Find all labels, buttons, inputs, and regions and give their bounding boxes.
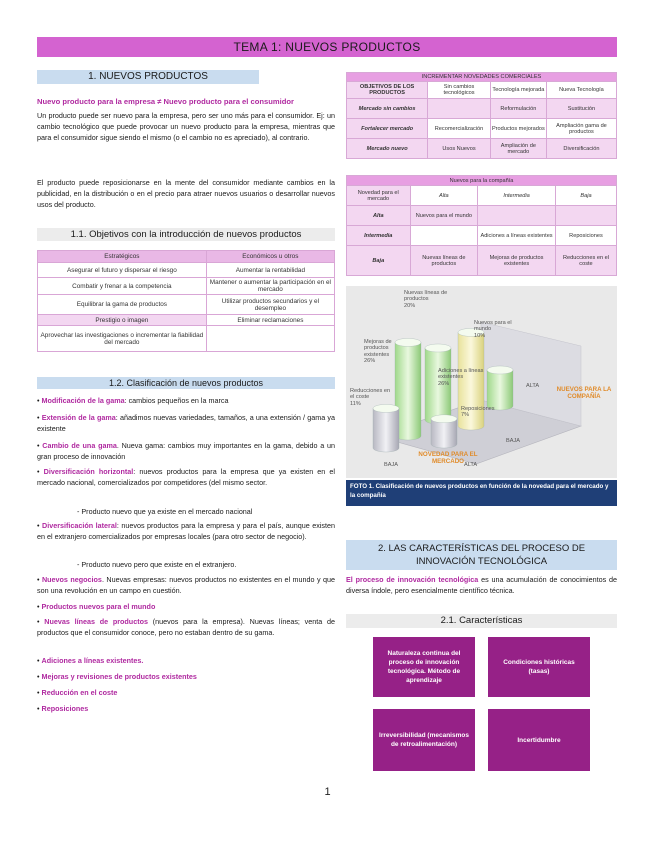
section1-lead: Nuevo producto para la empresa ≠ Nuevo producto para el consumidor	[37, 97, 294, 106]
company-cell: Nuevas líneas de productos	[410, 246, 478, 276]
list-item: • Diversificación horizontal: nuevos productos para la empresa que ya existen en el mercado nacional, comercializados por competidores (del mismo sector.	[37, 467, 336, 487]
chart-label: Reposiciones 7%	[461, 406, 495, 419]
list-text: : cambios pequeños en la marca	[124, 396, 229, 405]
commercial-header: Sin cambios tecnológicos	[428, 82, 491, 99]
section2-lead	[346, 574, 617, 596]
list-note: - Producto nuevo pero que existe en el extranjero.	[77, 560, 237, 569]
commercial-cell: Sustitución	[546, 99, 616, 119]
company-cell	[478, 206, 556, 226]
company-header: Alta	[410, 186, 478, 206]
company-cell: Reducciones en el coste	[555, 246, 616, 276]
commercial-header: OBJETIVOS DE LOS PRODUCTOS	[347, 82, 428, 99]
list-term: Modificación de la gama	[41, 396, 125, 405]
classification-title: 1.2. Clasificación de nuevos productos	[37, 377, 335, 389]
list-term: Extensión de la gama	[41, 413, 116, 422]
chart-bar-top	[425, 344, 451, 352]
characteristic-box: Irreversibilidad (mecanismos de retroalimentación)	[373, 709, 475, 771]
company-cell	[555, 206, 616, 226]
list-text: . Nuevas empresas: nuevos productos no existentes en el mundo y que son una revolución en un campo en cuestión.	[37, 575, 336, 595]
company-cell: Mejoras de productos existentes	[478, 246, 556, 276]
company-cell: Reposiciones	[555, 226, 616, 246]
list-term: Mejoras y revisiones de productos existentes	[41, 672, 197, 681]
chart-axis-tick: BAJA	[506, 438, 520, 444]
commercial-cell: Ampliación de mercado	[490, 139, 546, 159]
objectives-header: Económicos u otros	[206, 251, 334, 263]
chart-x-axis-title: NOVEDAD PARA EL MERCADO	[418, 451, 478, 466]
section1-para1: Un producto puede ser nuevo para la empresa, pero ser uno más para el consumidor. Ej: un cambio tecnológico que puede provocar un nuevo producto para la empresa, mientras que para el consumidor sigue siendo el mismo (o el cambio no es apreciado), al contrario.	[37, 111, 335, 143]
chart-label: Nuevas líneas de productos 20%	[404, 290, 448, 309]
list-item: • Diversificación lateral: nuevos productos para la empresa y para el país, aunque existen en el extranjero comercializados por empresas locales (para otro sector de negocio).	[37, 521, 336, 541]
company-cell: Intermedia	[347, 226, 411, 246]
list-term: Nuevos negocios	[41, 575, 102, 584]
page-number: 1	[324, 786, 331, 798]
objectives-cell: Equilibrar la gama de productos	[38, 295, 207, 315]
company-cell	[410, 226, 478, 246]
objectives-cell: Combatir y frenar a la competencia	[38, 278, 207, 295]
commercial-cell: Recomercialización	[428, 119, 491, 139]
list-text: : añadimos nuevas variedades, tamaños, a una extensión / gama ya existente	[37, 413, 335, 433]
commercial-cell: Productos mejorados	[490, 119, 546, 139]
company-header: Novedad para el mercado	[347, 186, 411, 206]
section2-lead-text: es una acumulación de conocimientos de diversa índole, pero esencialmente científico técnica.	[346, 575, 617, 596]
commercial-cell: Diversificación	[546, 139, 616, 159]
list-term: Productos nuevos para el mundo	[41, 602, 156, 611]
characteristic-box: Naturaleza continua del proceso de innovación tecnológica. Método de aprendizaje	[373, 637, 475, 697]
objectives-cell: Aprovechar las investigaciones o incrementar la fiabilidad del mercado	[38, 326, 207, 352]
chart-caption: FOTO 1. Clasificación de nuevos productos en función de la novedad para el mercado y la compañía	[346, 480, 617, 506]
list-item: • Cambio de una gama. Nueva gama: cambios muy importantes en la gama, debido a un gran proceso de innovación	[37, 441, 335, 461]
list-note: - Producto nuevo que ya existe en el mercado nacional	[77, 507, 253, 516]
objectives-table	[37, 250, 335, 352]
list-item: • Nuevos negocios. Nuevas empresas: nuevos productos no existentes en el mundo y que son una revolución en un campo en cuestión.	[37, 575, 336, 595]
chart-label: Mejoras de productos existentes 26%	[364, 339, 392, 365]
list-item: • Extensión de la gama: añadimos nuevas variedades, tamaños, a una extensión / gama ya existente	[37, 413, 335, 433]
objectives-cell: Asegurar el futuro y dispersar el riesgo	[38, 263, 207, 278]
list-text: : nuevos productos para la empresa y para el país, aunque existen en el extranjero comercializados por empresas locales (para otro sector de negocio).	[37, 521, 336, 541]
objectives-cell: Aumentar la rentabilidad	[206, 263, 334, 278]
chart-label: Nuevos para el mundo 10%	[474, 320, 512, 339]
chart-y-axis-title: NUEVOS PARA LA COMPAÑÍA	[556, 386, 612, 401]
page-title: TEMA 1: NUEVOS PRODUCTOS	[37, 37, 617, 57]
company-cell: Adiciones a líneas existentes	[478, 226, 556, 246]
list-term: Diversificación lateral	[42, 521, 117, 530]
characteristic-box: Incertidumbre	[488, 709, 590, 771]
list-term: Reposiciones	[41, 704, 89, 713]
section2-title: 2. LAS CARACTERÍSTICAS DEL PROCESO DE INNOVACIÓN TECNOLÓGICA	[346, 540, 617, 570]
chart-axis-tick: ALTA	[464, 462, 478, 468]
list-item: • Productos nuevos para el mundo	[37, 602, 156, 611]
chart-bar	[431, 415, 457, 448]
objectives-cell: Prestigio o imagen	[38, 315, 207, 326]
list-term: Nuevas líneas de productos	[44, 617, 148, 626]
novelty-chart	[346, 286, 617, 478]
list-term: Cambio de una gama	[42, 441, 117, 450]
objectives-cell: Eliminar reclamaciones	[206, 315, 334, 326]
commercial-header: Nueva Tecnología	[546, 82, 616, 99]
section2-lead-term: El proceso de innovación tecnológica	[346, 575, 479, 584]
commercial-cell: Fortalecer mercado	[347, 119, 428, 139]
list-item: • Modificación de la gama: cambios pequeños en la marca	[37, 396, 229, 405]
list-item: • Reposiciones	[37, 704, 89, 713]
list-item: • Adiciones a líneas existentes.	[37, 656, 144, 665]
list-item: • Reducción en el coste	[37, 688, 118, 697]
list-term: Reducción en el coste	[41, 688, 118, 697]
objectives-cell: Mantener o aumentar la participación en el mercado	[206, 278, 334, 295]
company-table-title: Nuevos para la compañía	[347, 176, 617, 186]
company-cell: Alta	[347, 206, 411, 226]
list-text: : nuevos productos para la empresa que ya existen en el mercado nacional, comercializados por competidores (del mismo sector.	[37, 467, 336, 487]
chart-axis-tick: ALTA	[526, 383, 540, 389]
commercial-cell	[428, 99, 491, 119]
chart-bar-body	[373, 408, 399, 452]
chart-bar-top	[487, 366, 513, 374]
section1-title: 1. NUEVOS PRODUCTOS	[37, 70, 259, 84]
chart-bar-body	[487, 370, 513, 410]
commercial-novelty-table	[346, 72, 617, 159]
company-header: Intermedia	[478, 186, 556, 206]
commercial-cell: Ampliación gama de productos	[546, 119, 616, 139]
chart-label: Reducciones en el coste 11%	[350, 388, 391, 407]
chart-bar-top	[431, 415, 457, 423]
company-cell: Baja	[347, 246, 411, 276]
chart-label: Adiciones a líneas existentes 26%	[438, 368, 484, 387]
commercial-cell: Mercado sin cambios	[347, 99, 428, 119]
section1-para2: El producto puede reposicionarse en la mente del consumidor mediante cambios en la publicidad, en la distribución o en el precio para atraer nuevos usuarios o desarrollar nuevos usos del producto.	[37, 178, 335, 210]
objectives-cell: Utilizar productos secundarios y el desempleo	[206, 295, 334, 315]
list-term: Adiciones a líneas existentes.	[41, 656, 144, 665]
characteristic-box: Condiciones históricas (tasas)	[488, 637, 590, 697]
company-novelty-table	[346, 175, 617, 276]
company-header: Baja	[555, 186, 616, 206]
characteristics-title: 2.1. Características	[346, 614, 617, 628]
chart-bar	[487, 366, 513, 410]
list-term: Diversificación horizontal	[43, 467, 134, 476]
chart-axis-tick: BAJA	[384, 462, 398, 468]
objectives-cell	[206, 326, 334, 352]
commercial-table-title: INCREMENTAR NOVEDADES COMERCIALES	[347, 73, 617, 82]
list-text: (nuevos para la empresa). Nuevas líneas; venta de productos que el consumidor conoce, pero no estaban dentro de su gama.	[37, 617, 335, 637]
list-text: . Nueva gama: cambios muy importantes en la gama, debido a un gran proceso de innovación	[37, 441, 335, 461]
company-cell: Nuevos para el mundo	[410, 206, 478, 226]
commercial-header: Tecnología mejorada	[490, 82, 546, 99]
commercial-cell: Reformulación	[490, 99, 546, 119]
chart-bar	[373, 404, 399, 452]
objectives-header: Estratégicos	[38, 251, 207, 263]
commercial-cell: Usos Nuevos	[428, 139, 491, 159]
chart-bar-body	[431, 419, 457, 448]
commercial-cell: Mercado nuevo	[347, 139, 428, 159]
objectives-title: 1.1. Objetivos con la introducción de nuevos productos	[37, 228, 335, 241]
list-item: • Nuevas líneas de productos (nuevos para la empresa). Nuevas líneas; venta de productos que el consumidor conoce, pero no estaban dentro de su gama.	[37, 617, 335, 637]
list-item: • Mejoras y revisiones de productos existentes	[37, 672, 197, 681]
